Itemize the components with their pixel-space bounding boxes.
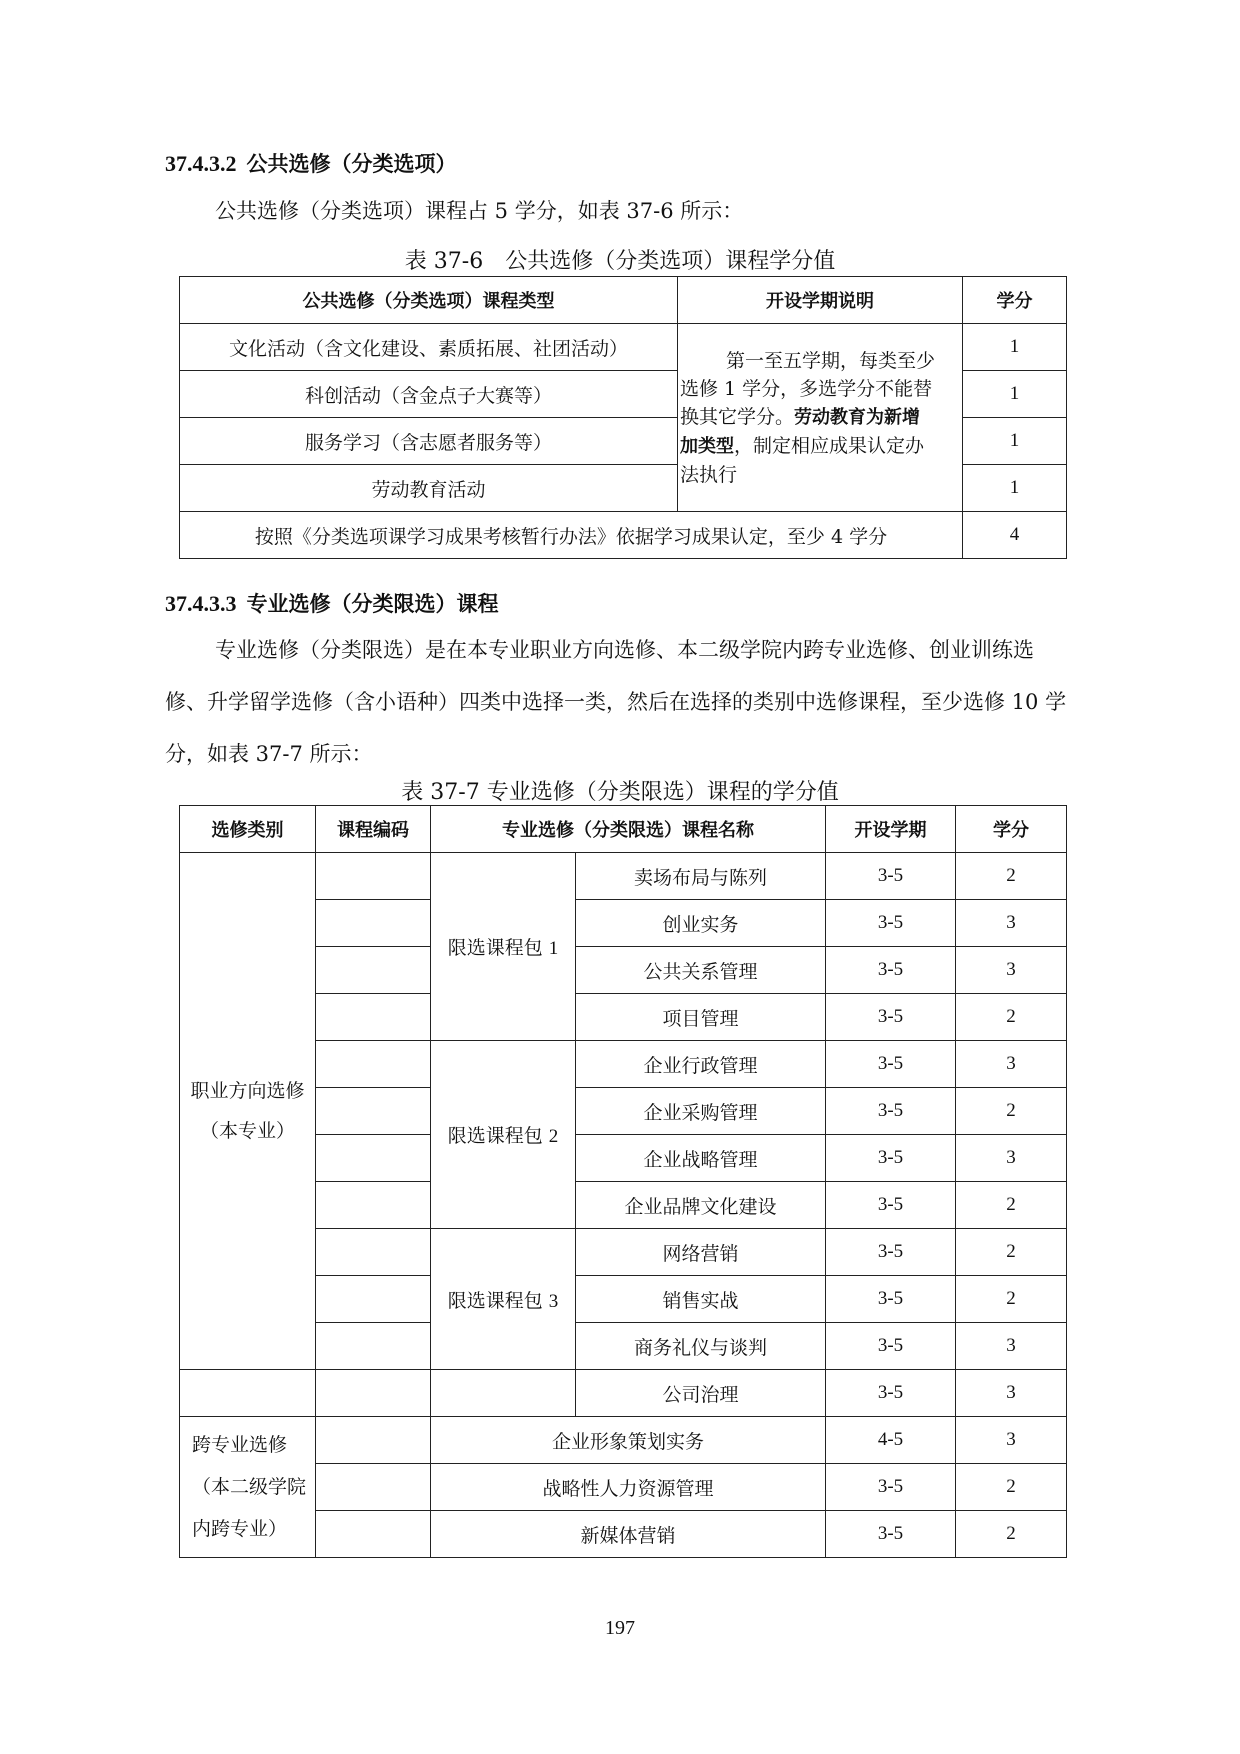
course-code-cell (316, 1229, 431, 1276)
course-term: 3-5 (826, 900, 956, 947)
table-caption-37-7: 表 37-7 专业选修（分类限选）课程的学分值 (401, 780, 839, 805)
course-credit: 2 (956, 1511, 1067, 1558)
course-credit: 2 (956, 994, 1067, 1041)
package-cell (431, 853, 576, 1041)
course-code-cell (316, 994, 431, 1041)
table-header: 学分 (963, 277, 1067, 324)
course-term: 3-5 (826, 1323, 956, 1370)
course-code-cell (316, 1323, 431, 1370)
section-intro: 专业选修（分类限选）是在本专业职业方向选修、本二级学院内跨专业选修、创业训练选修、升学留学选修（含小语种）四类中选择一类，然后在选择的类别中选修课程，至少选修 10 学分，如表 37-7 所示： (165, 638, 1067, 766)
section-number: 37.4.3.3 (165, 591, 237, 616)
section-heading-37-4-3-3 (165, 588, 499, 618)
category-line: （本二级学院 (192, 1476, 307, 1498)
table-header: 学分 (956, 806, 1067, 853)
course-name: 公共关系管理 (576, 947, 826, 994)
course-code-cell (316, 1370, 431, 1417)
term-note (678, 324, 963, 512)
category-line: （本专业） (199, 1120, 295, 1142)
course-name: 创业实务 (576, 900, 826, 947)
package-cell (431, 1229, 576, 1370)
table-header: 公共选修（分类选项）课程类型 (180, 277, 678, 324)
package-number: 2 (548, 1126, 559, 1147)
course-term: 3-5 (826, 994, 956, 1041)
table-cell: 按照《分类选项课学习成果考核暂行办法》依据学习成果认定，至少 4 学分 (180, 512, 963, 559)
course-term: 3-5 (826, 1276, 956, 1323)
course-name: 卖场布局与陈列 (576, 853, 826, 900)
course-credit: 3 (956, 1417, 1067, 1464)
note-line: 法执行 (680, 463, 738, 486)
course-code-cell (316, 900, 431, 947)
table-header: 开设学期 (826, 806, 956, 853)
note-line: 选修 1 学分，多选学分不能替 (680, 377, 933, 400)
note-line: 换其它学分。 (680, 405, 795, 428)
package-label: 限选课程包 (447, 1289, 543, 1312)
course-code-cell (316, 947, 431, 994)
course-name: 销售实战 (576, 1276, 826, 1323)
course-name: 公司治理 (576, 1370, 826, 1417)
course-credit: 3 (956, 1135, 1067, 1182)
table-header: 选修类别 (180, 806, 316, 853)
course-code-cell (316, 1464, 431, 1511)
table-cell: 科创活动（含金点子大赛等） (180, 371, 678, 418)
package-cell (431, 1041, 576, 1229)
note-bold: 加类型 (680, 435, 734, 457)
table-cell: 1 (963, 324, 1067, 371)
course-name: 项目管理 (576, 994, 826, 1041)
course-name: 网络营销 (576, 1229, 826, 1276)
table-cell: 1 (963, 465, 1067, 512)
course-name: 商务礼仪与谈判 (576, 1323, 826, 1370)
section-heading-37-4-3-2 (165, 148, 457, 178)
note-bold: 劳动教育为新增 (794, 406, 921, 428)
table-cell: 1 (963, 371, 1067, 418)
course-credit: 3 (956, 900, 1067, 947)
section-title: 公共选修（分类选项） (246, 152, 457, 176)
course-name: 企业采购管理 (576, 1088, 826, 1135)
category-line: 职业方向选修 (190, 1080, 305, 1102)
table-cell: 4 (963, 512, 1067, 559)
package-label: 限选课程包 (447, 1125, 543, 1147)
package-label: 限选课程包 (447, 937, 543, 959)
course-term: 3-5 (826, 853, 956, 900)
course-credit: 2 (956, 1464, 1067, 1511)
table-37-7 (179, 805, 1067, 1558)
package-number: 3 (548, 1290, 559, 1312)
course-name: 企业战略管理 (576, 1135, 826, 1182)
course-term: 3-5 (826, 947, 956, 994)
course-name: 战略性人力资源管理 (431, 1464, 826, 1511)
table-cell: 服务学习（含志愿者服务等） (180, 418, 678, 465)
course-term: 3-5 (826, 1135, 956, 1182)
course-name: 企业形象策划实务 (431, 1417, 826, 1464)
section-title: 专业选修（分类限选）课程 (246, 592, 499, 616)
course-code-cell (316, 1182, 431, 1229)
course-term: 3-5 (826, 1229, 956, 1276)
course-code-cell (316, 853, 431, 900)
course-code-cell (316, 1135, 431, 1182)
course-credit: 2 (956, 1276, 1067, 1323)
page-number: 197 (605, 1617, 635, 1639)
course-name: 企业行政管理 (576, 1041, 826, 1088)
table-37-6 (179, 276, 1067, 559)
note-line: 第一至五学期，每类至少 (726, 349, 936, 372)
category-cell (180, 853, 316, 1370)
table-header: 课程编码 (316, 806, 431, 853)
note-line: ，制定相应成果认定办 (734, 434, 925, 457)
section-intro: 公共选修（分类选项）课程占 5 学分，如表 37-6 所示： (215, 199, 744, 223)
course-term: 3-5 (826, 1511, 956, 1558)
table-cell: 劳动教育活动 (180, 465, 678, 512)
course-term: 4-5 (826, 1417, 956, 1464)
table-cell: 1 (963, 418, 1067, 465)
course-credit: 3 (956, 1370, 1067, 1417)
section-number: 37.4.3.2 (165, 151, 237, 176)
course-credit: 2 (956, 1088, 1067, 1135)
course-term: 3-5 (826, 1088, 956, 1135)
course-code-cell (316, 1088, 431, 1135)
course-credit: 3 (956, 947, 1067, 994)
table-header: 开设学期说明 (678, 277, 963, 324)
package-number: 1 (548, 938, 559, 959)
course-code-cell (316, 1417, 431, 1464)
category-line: 内跨专业） (192, 1518, 288, 1540)
course-code-cell (316, 1041, 431, 1088)
course-term: 3-5 (826, 1041, 956, 1088)
course-term: 3-5 (826, 1370, 956, 1417)
course-term: 3-5 (826, 1464, 956, 1511)
table-cell: 文化活动（含文化建设、素质拓展、社团活动） (180, 324, 678, 371)
category-cell (180, 1417, 316, 1558)
course-name: 企业品牌文化建设 (576, 1182, 826, 1229)
course-credit: 2 (956, 853, 1067, 900)
table-caption-37-6: 表 37-6 公共选修（分类选项）课程学分值 (404, 249, 836, 274)
course-name: 新媒体营销 (431, 1511, 826, 1558)
course-credit: 2 (956, 1182, 1067, 1229)
category-cell-empty (180, 1370, 316, 1417)
course-credit: 3 (956, 1041, 1067, 1088)
course-credit: 3 (956, 1323, 1067, 1370)
package-cell-empty (431, 1370, 576, 1417)
course-code-cell (316, 1511, 431, 1558)
course-code-cell (316, 1276, 431, 1323)
table-header: 专业选修（分类限选）课程名称 (431, 806, 826, 853)
course-term: 3-5 (826, 1182, 956, 1229)
category-line: 跨专业选修 (192, 1434, 288, 1456)
course-credit: 2 (956, 1229, 1067, 1276)
